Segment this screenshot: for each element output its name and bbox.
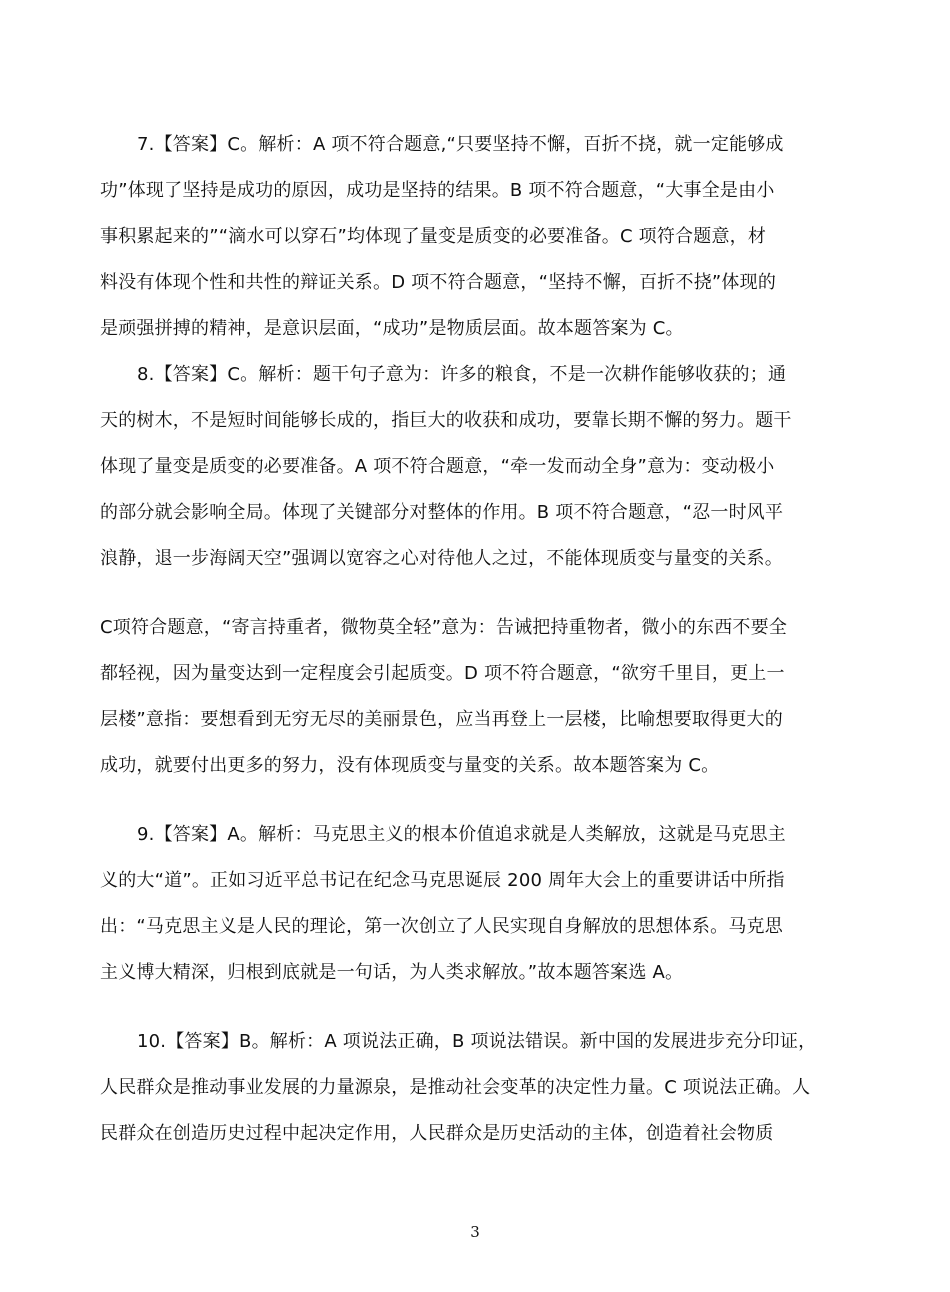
answer-8-line-2: 天的树木，不是短时间能够长成的，指巨大的收获和成功，要靠长期不懈的努力。题干: [100, 410, 792, 431]
page-number: 3: [470, 1223, 480, 1241]
answer-8-line-9: 成功，就要付出更多的努力，没有体现质变与量变的关系。故本题答案为 C。: [100, 755, 720, 776]
answer-7-line-1: 7.【答案】C。解析：A 项不符合题意,“只要坚持不懈，百折不挠，就一定能够成: [137, 134, 784, 155]
answer-8-line-7: 都轻视，因为量变达到一定程度会引起质变。D 项不符合题意，“欲穷千里目，更上一: [100, 663, 785, 684]
answer-7-line-3: 事积累起来的”“滴水可以穿石”均体现了量变是质变的必要准备。C 项符合题意，材: [100, 226, 767, 247]
answer-7-line-2: 功”体现了坚持是成功的原因，成功是坚持的结果。B 项不符合题意，“大事全是由小: [100, 180, 775, 201]
answer-9-line-1: 9.【答案】A。解析：马克思主义的根本价值追求就是人类解放，这就是马克思主: [137, 824, 786, 845]
answer-8-line-5: 浪静，退一步海阔天空”强调以宽容之心对待他人之过，不能体现质变与量变的关系。: [100, 548, 783, 569]
answer-9-line-4: 主义博大精深，归根到底就是一句话，为人类求解放。”故本题答案选 A。: [100, 962, 684, 983]
answer-9-line-3: 出：“马克思主义是人民的理论，第一次创立了人民实现自身解放的思想体系。马克思: [100, 916, 783, 937]
answer-8-line-3: 体现了量变是质变的必要准备。A 项不符合题意，“牵一发而动全身”意为：变动极小: [100, 456, 775, 477]
answer-10-line-3: 民群众在创造历史过程中起决定作用，人民群众是历史活动的主体，创造着社会物质: [100, 1123, 774, 1144]
answer-8-line-6: C项符合题意，“寄言持重者，微物莫全轻”意为：告诫把持重物者，微小的东西不要全: [100, 617, 788, 638]
answer-8-line-1: 8.【答案】C。解析：题干句子意为：许多的粮食，不是一次耕作能够收获的；通: [137, 364, 787, 385]
answer-8-line-8: 层楼”意指：要想看到无穷无尽的美丽景色，应当再登上一层楼，比喻想要取得更大的: [100, 709, 783, 730]
answer-7-line-5: 是顽强拼搏的精神，是意识层面，“成功”是物质层面。故本题答案为 C。: [100, 318, 684, 339]
answer-9-line-2: 义的大“道”。正如习近平总书记在纪念马克思诞辰 200 周年大会上的重要讲话中所指: [100, 870, 785, 891]
answer-8-line-4: 的部分就会影响全局。体现了关键部分对整体的作用。B 项不符合题意，“忍一时风平: [100, 502, 784, 523]
answer-7-line-4: 料没有体现个性和共性的辩证关系。D 项不符合题意，“坚持不懈，百折不挠”体现的: [100, 272, 777, 293]
answer-10-line-2: 人民群众是推动事业发展的力量源泉，是推动社会变革的决定性力量。C 项说法正确。人: [100, 1077, 811, 1098]
answer-10-line-1: 10.【答案】B。解析：A 项说法正确，B 项说法错误。新中国的发展进步充分印证，: [137, 1031, 817, 1052]
